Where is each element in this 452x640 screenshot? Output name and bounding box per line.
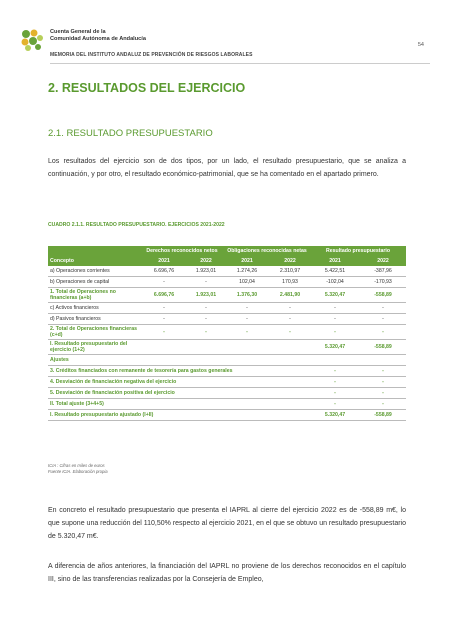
row-value: 5.320,47: [310, 340, 360, 355]
header-year: 2021: [310, 256, 360, 266]
row-value: [224, 355, 270, 366]
row-value: -: [310, 325, 360, 340]
table-notes: [48, 463, 108, 475]
row-value: 102,04: [224, 277, 270, 288]
row-value: -: [310, 314, 360, 325]
table-row: [48, 314, 406, 325]
table-row: [48, 377, 406, 388]
page-header: [20, 28, 430, 64]
section-title: 2. RESULTADOS DEL EJERCICIO: [48, 81, 246, 95]
row-value: 6.696,76: [140, 288, 188, 303]
row-value: -102,04: [310, 277, 360, 288]
row-value: -: [188, 277, 224, 288]
page-number: 54: [417, 42, 424, 48]
memoria-title: MEMORIA DEL INSTITUTO ANDALUZ DE PREVENCIÓN DE RIESGOS LABORALES: [50, 52, 253, 58]
row-label: Ajustes: [48, 355, 140, 366]
row-value: 1.274,26: [224, 266, 270, 277]
row-value: -: [360, 325, 406, 340]
budget-result-table: [48, 246, 406, 421]
intro-paragraph: Los resultados del ejercicio son de dos tipos, por un lado, el resultado presupuestario, que se analiza a continuación, y por otro, el resultado económico-patrimonial, que se ha comentado en el apartado primero.: [48, 158, 406, 178]
table-row: [48, 410, 406, 421]
analysis-paragraph: En concreto el resultado presupuestario que presenta el IAPRL al cierre del ejercicio 2022 es de -558,89 m€, lo que supone una reducción del 110,50% respecto al ejercicio 2021, en el que se obtuvo un resultado presupuestario de 5.320,47 m€.: [48, 507, 406, 540]
row-value: [270, 355, 310, 366]
table-caption: CUADRO 2.1.1. RESULTADO PRESUPUESTARIO. EJERCICIOS 2021-2022: [48, 222, 225, 228]
financing-paragraph: A diferencia de años anteriores, la financiación del IAPRL no proviene de los derechos reconocidos en el capítulo III, sino de las transferencias realizadas por la Consejería de Empleo,: [48, 563, 406, 583]
header-year: 2022: [360, 256, 406, 266]
row-value: 5.320,47: [310, 410, 360, 421]
table-row: [48, 399, 406, 410]
org-line-2: Comunidad Autónoma de Andalucía: [50, 36, 146, 42]
row-value: -558,89: [360, 340, 406, 355]
row-value: -: [270, 303, 310, 314]
header-derechos: Derechos reconocidos netos: [140, 246, 224, 256]
table-row: [48, 288, 406, 303]
header-year: 2021: [224, 256, 270, 266]
header-concepto: Concepto: [48, 246, 140, 266]
header-divider: [50, 63, 430, 64]
table-row: [48, 355, 406, 366]
row-value: -558,89: [360, 288, 406, 303]
junta-logo-icon: [20, 28, 46, 52]
subsection-title: 2.1. RESULTADO PRESUPUESTARIO: [48, 128, 213, 139]
row-value: -: [188, 314, 224, 325]
header-year: 2021: [140, 256, 188, 266]
table-note-units: ICIA : Cifras en miles de euros: [48, 463, 105, 468]
row-label: 4. Desviación de financiación negativa del ejercicio: [48, 377, 310, 388]
row-value: 1.923,01: [188, 266, 224, 277]
table-header-row: [48, 246, 406, 256]
row-value: -: [188, 303, 224, 314]
org-line-1: Cuenta General de la: [50, 29, 106, 35]
row-label: a) Operaciones corrientes: [48, 266, 140, 277]
row-value: 6.696,76: [140, 266, 188, 277]
row-value: 5.422,51: [310, 266, 360, 277]
row-value: -: [310, 303, 360, 314]
row-value: -170,93: [360, 277, 406, 288]
row-value: -: [360, 399, 406, 410]
row-value: -: [270, 314, 310, 325]
row-value: -: [310, 366, 360, 377]
row-label: I. Resultado presupuestario ajustado (I+II): [48, 410, 310, 421]
header-obligaciones: Obligaciones reconocidas netas: [224, 246, 310, 256]
row-value: [270, 340, 310, 355]
row-value: 2.481,90: [270, 288, 310, 303]
row-value: -: [360, 388, 406, 399]
row-value: -: [360, 377, 406, 388]
table-note-source: Fuente ICIA. Elaboración propia: [48, 469, 108, 474]
row-value: 2.310,97: [270, 266, 310, 277]
table-row: [48, 340, 406, 355]
row-value: [140, 355, 188, 366]
header-resultado: Resultado presupuestario: [310, 246, 406, 256]
row-value: 5.320,47: [310, 288, 360, 303]
row-value: -: [310, 377, 360, 388]
row-value: -: [224, 314, 270, 325]
row-value: -: [140, 303, 188, 314]
row-value: [224, 340, 270, 355]
row-value: -: [360, 366, 406, 377]
table-row: [48, 277, 406, 288]
row-value: -: [270, 325, 310, 340]
table-row: [48, 325, 406, 340]
row-value: [140, 340, 188, 355]
row-label: 1. Total de Operaciones no financieras (a+b): [48, 288, 140, 303]
row-value: -: [360, 314, 406, 325]
row-label: II. Total ajuste (3+4+5): [48, 399, 310, 410]
table-row: [48, 303, 406, 314]
row-value: -: [224, 303, 270, 314]
row-value: -: [188, 325, 224, 340]
row-value: -: [140, 277, 188, 288]
row-label: 3. Créditos financiados con remanente de tesorería para gastos generales: [48, 366, 310, 377]
row-label: 5. Desviación de financiación positiva del ejercicio: [48, 388, 310, 399]
row-value: 170,93: [270, 277, 310, 288]
row-label: d) Pasivos financieros: [48, 314, 140, 325]
row-value: [360, 355, 406, 366]
row-value: -: [140, 314, 188, 325]
row-label: b) Operaciones de capital: [48, 277, 140, 288]
row-value: -: [224, 325, 270, 340]
row-value: [188, 355, 224, 366]
row-value: -: [140, 325, 188, 340]
table-row: [48, 366, 406, 377]
row-value: -: [310, 399, 360, 410]
row-label: 2. Total de Operaciones financieras (c+d): [48, 325, 140, 340]
organization-name: [50, 29, 146, 43]
row-value: [310, 355, 360, 366]
row-value: 1.376,30: [224, 288, 270, 303]
row-value: [188, 340, 224, 355]
row-label: c) Activos financieros: [48, 303, 140, 314]
row-value: 1.923,01: [188, 288, 224, 303]
table-row: [48, 388, 406, 399]
table-row: [48, 266, 406, 277]
row-value: -387,96: [360, 266, 406, 277]
row-label: I. Resultado presupuestario del ejercicio (1+2): [48, 340, 140, 355]
header-year: 2022: [188, 256, 224, 266]
row-value: -: [360, 303, 406, 314]
row-value: -: [310, 388, 360, 399]
row-value: -558,89: [360, 410, 406, 421]
header-year: 2022: [270, 256, 310, 266]
